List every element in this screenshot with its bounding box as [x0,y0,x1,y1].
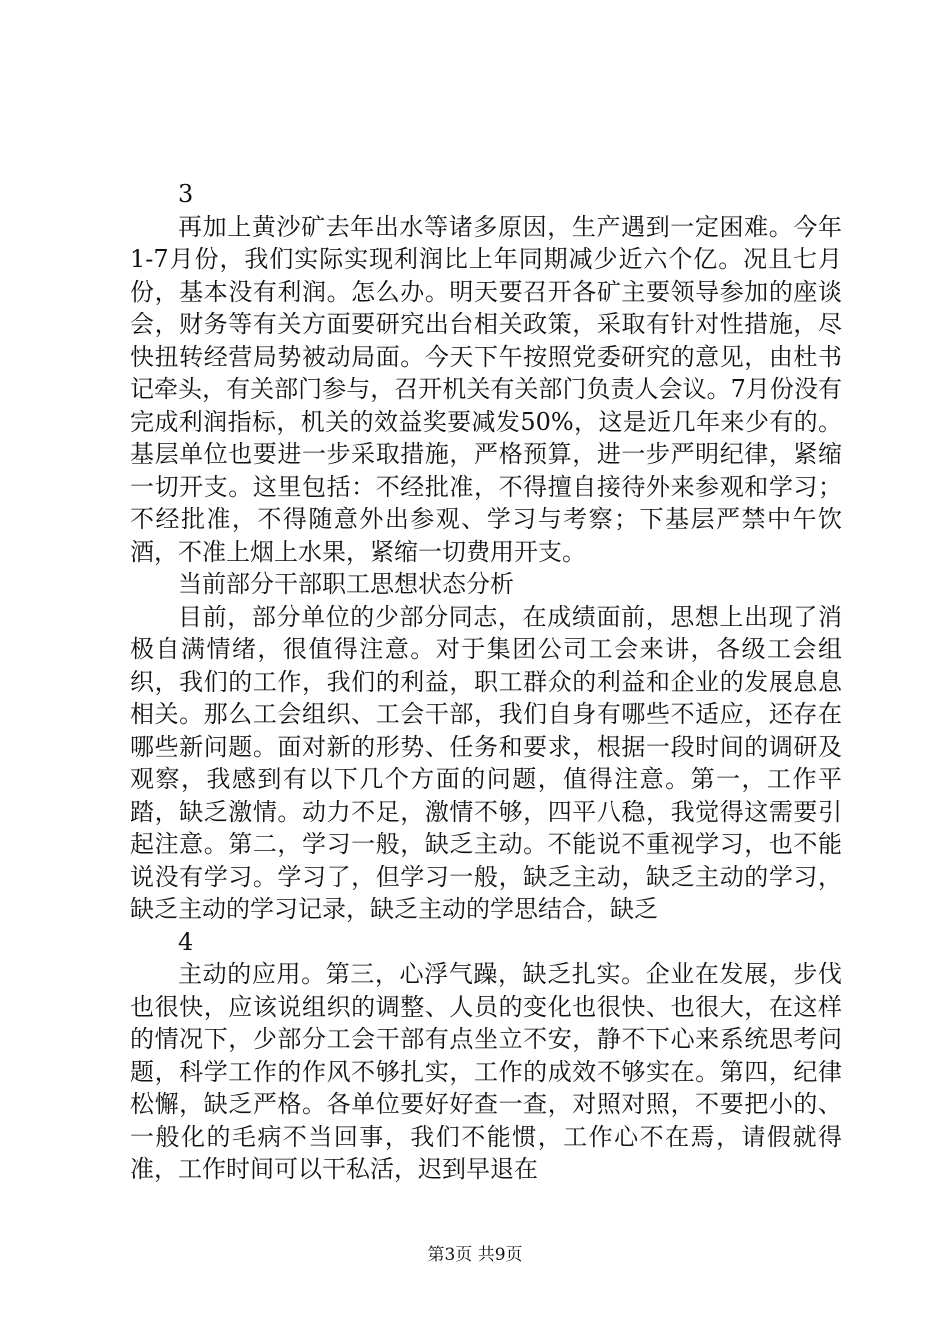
page-marker-4: 4 [178,927,194,956]
paragraph-staff-analysis: 目前，部分单位的少部分同志，在成绩面前，思想上出现了消极自满情绪，很值得注意。对于集团公司工会来讲，各级工会组织，我们的工作，我们的利益，职工群众的利益和企业的发展息息相关。那么工会组织、工会干部，我们自身有哪些不适应，还存在哪些新问题。面对新的形势、任务和要求，根据一段时间的调研及观察，我感到有以下几个方面的问题，值得注意。第一，工作平踏，缺乏激情。动力不足，激情不够，四平八稳，我觉得这需要引起注意。第二，学习一般，缺乏主动。不能说不重视学习，也不能说没有学习。学习了，但学习一般，缺乏主动，缺乏主动的学习，缺乏主动的学习记录，缺乏主动的学思结合，缺乏 [130,602,842,923]
paragraph-profit-decline: 再加上黄沙矿去年出水等诸多原因，生产遇到一定困难。今年1-7月份，我们实际实现利润比上年同期减少近六个亿。况且七月份，基本没有利润。怎么办。明天要召开各矿主要领导参加的座谈会，财务等有关方面要研究出台相关政策，采取有针对性措施，尽快扭转经营局势被动局面。今天下午按照党委研究的意见，由杜书记牵头，有关部门参与，召开机关有关部门负责人会议。7月份没有完成利润指标，机关的效益奖要减发50%，这是近几年来少有的。基层单位也要进一步采取措施，严格预算，进一步严明纪律，紧缩一切开支。这里包括：不经批准，不得擅自接待外来参观和学习；不经批准，不得随意外出参观、学习与考察；下基层严禁中午饮酒，不准上烟上水果，紧缩一切费用开支。 [130,212,842,566]
page-footer: 第3页 共9页 [427,1245,523,1265]
document-body [130,178,842,1186]
paragraph-continuation: 主动的应用。第三，心浮气躁，缺乏扎实。企业在发展，步伐也很快，应该说组织的调整、人员的变化也很快、也很大，在这样的情况下，少部分工会干部有点坐立不安，静不下心来系统思考问题，科学工作的作风不够扎实，工作的成效不够实在。第四，纪律松懈，缺乏严格。各单位要好好查一查，对照对照，不要把小的、一般化的毛病不当回事，我们不能惯，工作心不在焉，请假就得准，工作时间可以干私活，迟到早退在 [130,960,842,1183]
section-heading: 当前部分干部职工思想状态分析 [178,570,514,598]
page-marker-3: 3 [178,180,194,208]
